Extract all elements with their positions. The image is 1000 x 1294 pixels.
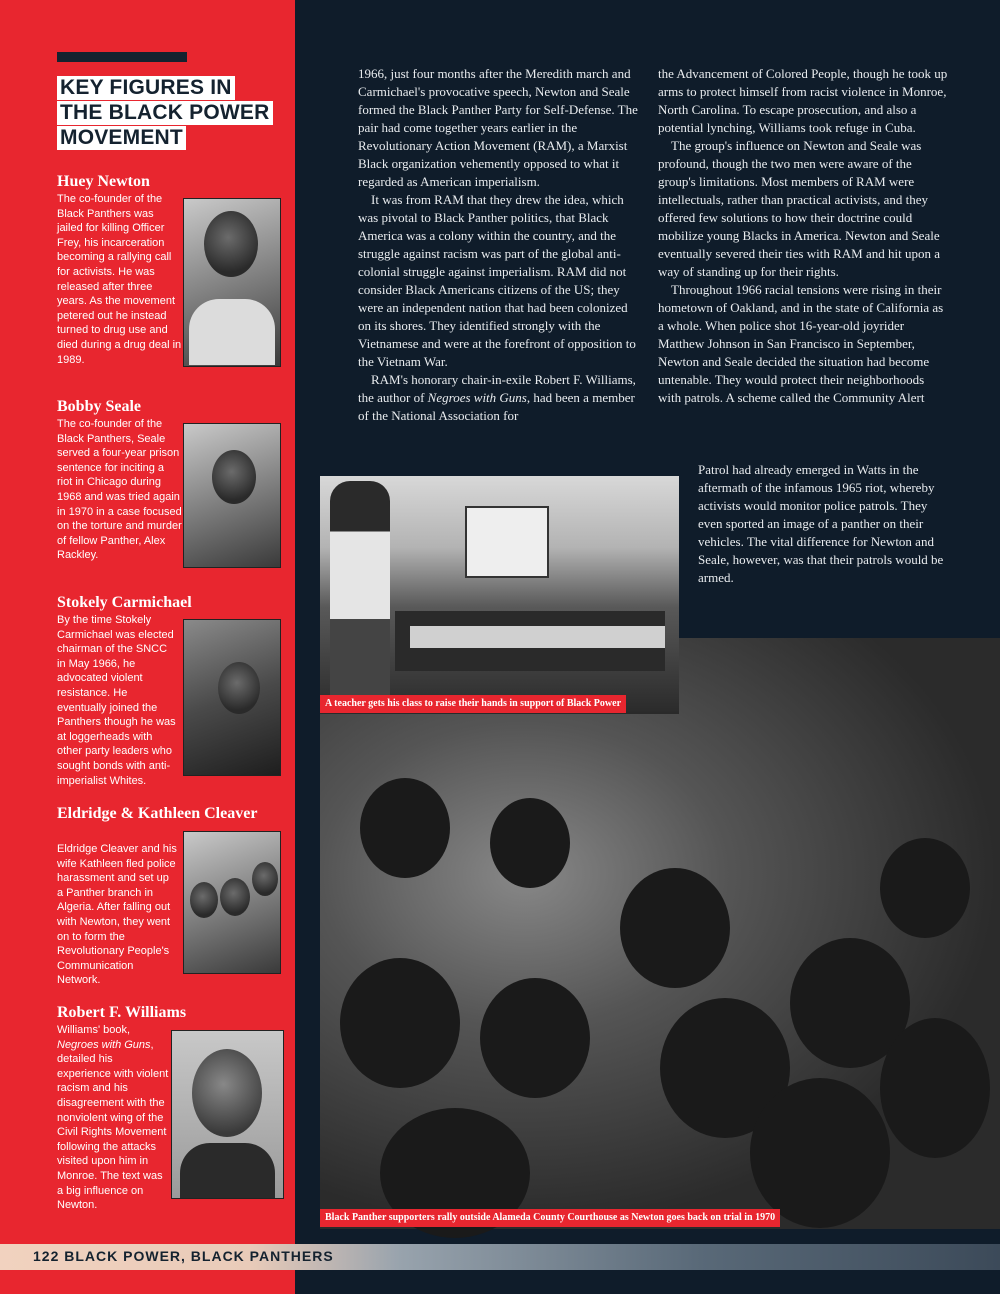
figure-text: The co-founder of the Black Panthers was jailed for killing Officer Frey, his incarceration becoming a rallying call for activists. He was released after three years. As the movement petered out he instead turned to drug use and died during a drug deal in 1989. (57, 193, 182, 366)
figure-huey-newton (57, 173, 287, 191)
sidebar-title-line: THE BLACK POWER (57, 101, 273, 125)
book-title: Negroes with Guns (57, 1038, 151, 1051)
figure-text-cleavers (57, 842, 177, 988)
cleavers-photo (183, 831, 281, 974)
article-paragraph: RAM's honorary chair-in-exile Robert F. Williams, the author of Negroes with Guns, had been a member of the National Association for (358, 372, 636, 423)
article-paragraph: the Advancement of Colored People, though he took up arms to protect himself from racist violence in Monroe, North Carolina. To escape prosecution, and also a potential lynching, Williams took refuge in Cuba. (658, 66, 948, 135)
figure-text-robert-williams (57, 1023, 169, 1213)
figure-stokely-carmichael (57, 594, 287, 612)
figure-name: Huey Newton (57, 173, 150, 190)
sidebar-title-line: MOVEMENT (57, 126, 186, 150)
folio (33, 1248, 334, 1264)
article-column-1 (358, 65, 641, 425)
sidebar-title-line: KEY FIGURES IN (57, 76, 235, 100)
bobby-seale-photo (183, 423, 281, 568)
article-paragraph: Throughout 1966 racial tensions were rising in their hometown of Oakland, and in the state of California as a whole. When police shot 16-year-old joyrider Matthew Johnson in San Francisco in September, Newton and Seale decided the situation had become untenable. They would protect their neighborhoods with patrols. A scheme called the Community Alert (658, 282, 944, 405)
classroom-photo (320, 476, 679, 714)
figure-robert-williams (57, 1004, 287, 1022)
caption-classroom: A teacher gets his class to raise their hands in support of Black Power (320, 695, 626, 713)
figure-name: Stokely Carmichael (57, 594, 192, 611)
section-title: BLACK POWER, BLACK PANTHERS (64, 1248, 334, 1264)
article-paragraph: The group's influence on Newton and Seale was profound, though the two men were aware of the group's limitations. Most members of RAM were intellectuals, rather than practical activists, and they offered few solutions to how their doctrine could mobilize young Blacks in America. Newton and Seale eventually severed their ties with RAM and hit upon a way of standing up for their rights. (658, 138, 940, 279)
article-paragraph: Patrol had already emerged in Watts in the aftermath of the infamous 1965 riot, whereby activists would monitor police patrols. They even sported an image of a panther on their vehicles. The vital difference for Newton and Seale, however, was that their patrols would be armed. (698, 462, 944, 585)
article-paragraph: 1966, just four months after the Meredith march and Carmichael's provocative speech, Newton and Seale formed the Black Panther Party for Self-Defense. The pair had come together years earlier in the Revolutionary Action Movement (RAM), a Marxist Black organization vehemently opposed to what it regarded as American imperialism. (358, 66, 638, 189)
figure-text-stokely-carmichael (57, 613, 177, 788)
figure-text: The co-founder of the Black Panthers, Seale served a four-year prison sentence for inciting a riot in Chicago during 1968 and was tried again in 1970 in a case focused on the torture and murder of fellow Panther, Alex Rackley. (57, 418, 182, 562)
book-title: Negroes with Guns (427, 390, 527, 405)
figure-name: Eldridge & Kathleen Cleaver (57, 805, 258, 822)
figure-bobby-seale (57, 398, 287, 416)
stokely-carmichael-photo (183, 619, 281, 776)
figure-text-huey-newton (57, 192, 182, 367)
huey-newton-photo (183, 198, 281, 367)
article-column-2 (658, 65, 948, 407)
article-column-2-wrap (698, 461, 948, 587)
sidebar-top-rule (57, 52, 187, 62)
figure-text: By the time Stokely Carmichael was elected chairman of the SNCC in May 1966, he advocated violent resistance. He eventually joined the Panthers though he was at loggerheads with other party leaders who sought bonds with anti-imperialist Whites. (57, 614, 176, 787)
figure-name: Bobby Seale (57, 398, 142, 415)
page-number: 122 (33, 1248, 60, 1264)
figure-name: Robert F. Williams (57, 1004, 187, 1021)
rally-photo (320, 638, 1000, 1229)
figure-text-bobby-seale (57, 417, 182, 563)
figure-text: Eldridge Cleaver and his wife Kathleen fled police harassment and set up a Panther branch in Algeria. After falling out with Newton, they went on to form the Revolutionary People's Communication Network. (57, 843, 177, 987)
figure-cleavers (57, 805, 287, 823)
sidebar-title (57, 76, 287, 151)
article-paragraph: It was from RAM that they drew the idea, which was pivotal to Black Panther politics, that Black America was a colony within the country, and the struggle against racism was part of the global anti-colonial struggle against imperialism. RAM did not consider Black Americans citizens of the US; they were an independent nation that had been colonized on its shores. They identified strongly with the Vietnamese and were at the forefront of opposition to the Vietnam War. (358, 192, 636, 369)
caption-rally: Black Panther supporters rally outside Alameda County Courthouse as Newton goes back on trial in 1970 (320, 1209, 780, 1227)
robert-williams-photo (171, 1030, 284, 1199)
page-footer (0, 1244, 1000, 1270)
figure-text: Williams' book, Negroes with Guns, detailed his experience with violent racism and his disagreement with the nonviolent wing of the Civil Rights Movement following the attacks visited upon him in Monroe. The text was a big influence on Newton. (57, 1024, 169, 1212)
